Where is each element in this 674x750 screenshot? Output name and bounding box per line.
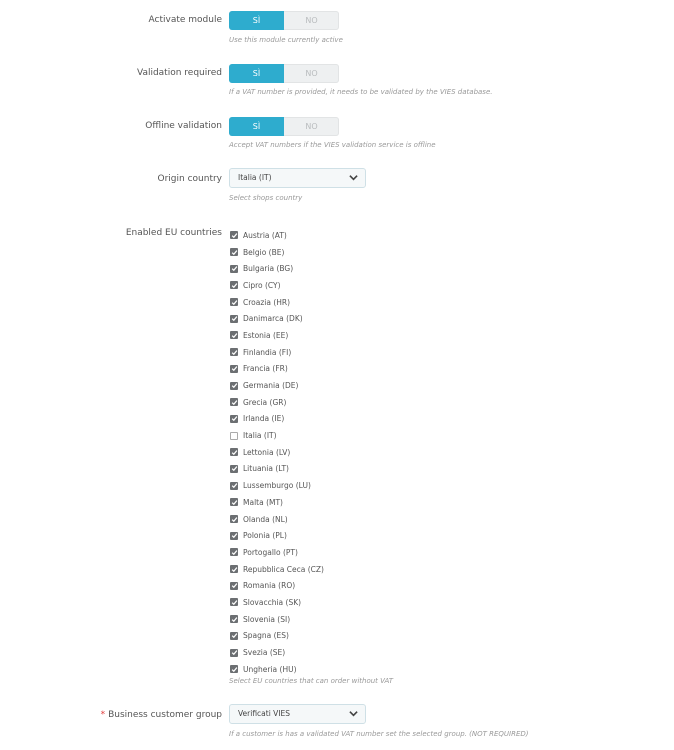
country-checkbox-item[interactable] <box>230 511 324 528</box>
checkbox-checked-icon[interactable] <box>230 515 238 523</box>
checkbox-unchecked-icon[interactable] <box>230 432 238 440</box>
activate-module-toggle[interactable] <box>229 11 339 30</box>
country-checkbox-item[interactable] <box>230 294 324 311</box>
checkbox-checked-icon[interactable] <box>230 248 238 256</box>
country-label: Belgio (BE) <box>243 247 285 257</box>
origin-country-select[interactable] <box>229 168 366 188</box>
offline-validation-help: Accept VAT numbers if the VIES validation service is offline <box>229 141 436 149</box>
country-label: Spagna (ES) <box>243 631 289 641</box>
country-label: Lettonia (LV) <box>243 447 291 457</box>
country-label: Finlandia (FI) <box>243 347 292 357</box>
offline-validation-yes[interactable]: SÌ <box>229 117 284 136</box>
country-checkbox-item[interactable] <box>230 594 324 611</box>
country-checkbox-item[interactable] <box>230 644 324 661</box>
activate-module-yes[interactable]: SÌ <box>229 11 284 30</box>
checkbox-checked-icon[interactable] <box>230 532 238 540</box>
country-label: Austria (AT) <box>243 230 287 240</box>
country-label: Lituania (LT) <box>243 464 289 474</box>
country-checkbox-item[interactable] <box>230 260 324 277</box>
checkbox-checked-icon[interactable] <box>230 398 238 406</box>
checkbox-checked-icon[interactable] <box>230 315 238 323</box>
country-checkbox-item[interactable] <box>230 310 324 327</box>
checkbox-checked-icon[interactable] <box>230 665 238 673</box>
country-label: Slovacchia (SK) <box>243 597 302 607</box>
country-checkbox-item[interactable] <box>230 628 324 645</box>
country-checkbox-item[interactable] <box>230 361 324 378</box>
activate-module-help: Use this module currently active <box>229 36 343 44</box>
offline-validation-toggle[interactable] <box>229 117 339 136</box>
country-checkbox-item[interactable] <box>230 661 324 678</box>
checkbox-checked-icon[interactable] <box>230 448 238 456</box>
checkbox-checked-icon[interactable] <box>230 482 238 490</box>
origin-country-label: Origin country <box>157 174 222 184</box>
required-marker: * <box>100 710 106 720</box>
country-label: Repubblica Ceca (CZ) <box>243 564 324 574</box>
checkbox-checked-icon[interactable] <box>230 415 238 423</box>
business-customer-group-label-text: Business customer group <box>108 710 222 720</box>
eu-countries-checkbox-list <box>230 227 324 678</box>
validation-required-yes[interactable]: SÌ <box>229 64 284 83</box>
checkbox-checked-icon[interactable] <box>230 548 238 556</box>
country-label: Romania (RO) <box>243 581 296 591</box>
checkbox-checked-icon[interactable] <box>230 281 238 289</box>
country-checkbox-item[interactable] <box>230 561 324 578</box>
country-checkbox-item[interactable] <box>230 527 324 544</box>
country-label: Danimarca (DK) <box>243 314 303 324</box>
checkbox-checked-icon[interactable] <box>230 632 238 640</box>
business-customer-group-select[interactable] <box>229 704 366 724</box>
country-label: Croazia (HR) <box>243 297 291 307</box>
country-label: Malta (MT) <box>243 497 283 507</box>
country-checkbox-item[interactable] <box>230 411 324 428</box>
checkbox-checked-icon[interactable] <box>230 348 238 356</box>
country-checkbox-item[interactable] <box>230 494 324 511</box>
country-label: Bulgaria (BG) <box>243 264 294 274</box>
country-checkbox-item[interactable] <box>230 327 324 344</box>
checkbox-checked-icon[interactable] <box>230 365 238 373</box>
country-checkbox-item[interactable] <box>230 244 324 261</box>
country-label: Francia (FR) <box>243 364 288 374</box>
country-label: Estonia (EE) <box>243 330 289 340</box>
offline-validation-label: Offline validation <box>145 121 222 131</box>
checkbox-checked-icon[interactable] <box>230 382 238 390</box>
validation-required-help: If a VAT number is provided, it needs to be validated by the VIES database. <box>229 88 493 96</box>
checkbox-checked-icon[interactable] <box>230 582 238 590</box>
enabled-eu-countries-label: Enabled EU countries <box>125 228 222 238</box>
country-checkbox-item[interactable] <box>230 461 324 478</box>
chevron-down-icon <box>349 174 358 181</box>
country-label: Polonia (PL) <box>243 531 287 541</box>
country-checkbox-item[interactable] <box>230 477 324 494</box>
country-checkbox-item[interactable] <box>230 344 324 361</box>
activate-module-label: Activate module <box>148 15 222 25</box>
country-checkbox-item[interactable] <box>230 227 324 244</box>
country-checkbox-item[interactable] <box>230 544 324 561</box>
checkbox-checked-icon[interactable] <box>230 465 238 473</box>
chevron-down-icon <box>349 710 358 717</box>
country-label: Ungheria (HU) <box>243 664 297 674</box>
business-customer-group-label <box>101 710 222 720</box>
checkbox-checked-icon[interactable] <box>230 265 238 273</box>
country-label: Cipro (CY) <box>243 280 281 290</box>
country-label: Svezia (SE) <box>243 648 286 658</box>
validation-required-toggle[interactable] <box>229 64 339 83</box>
checkbox-checked-icon[interactable] <box>230 298 238 306</box>
country-label: Italia (IT) <box>243 431 277 441</box>
checkbox-checked-icon[interactable] <box>230 231 238 239</box>
enabled-eu-countries-help: Select EU countries that can order without VAT <box>229 677 394 685</box>
origin-country-value: Italia (IT) <box>238 173 272 182</box>
country-checkbox-item[interactable] <box>230 611 324 628</box>
checkbox-checked-icon[interactable] <box>230 615 238 623</box>
country-label: Slovenia (SI) <box>243 614 291 624</box>
activate-module-no[interactable]: NO <box>305 16 318 25</box>
country-label: Lussemburgo (LU) <box>243 481 311 491</box>
country-checkbox-item[interactable] <box>230 277 324 294</box>
country-label: Germania (DE) <box>243 381 299 391</box>
checkbox-checked-icon[interactable] <box>230 331 238 339</box>
country-label: Irlanda (IE) <box>243 414 285 424</box>
origin-country-help: Select shops country <box>229 194 303 202</box>
business-customer-group-value: Verificati VIES <box>238 709 291 718</box>
checkbox-checked-icon[interactable] <box>230 565 238 573</box>
business-customer-group-help: If a customer is has a validated VAT number set the selected group. (NOT REQUIRED) <box>229 730 529 738</box>
country-label: Grecia (GR) <box>243 397 287 407</box>
validation-required-no[interactable]: NO <box>305 69 318 78</box>
country-label: Portogallo (PT) <box>243 547 298 557</box>
checkbox-checked-icon[interactable] <box>230 598 238 606</box>
country-checkbox-item[interactable] <box>230 577 324 594</box>
validation-required-label: Validation required <box>136 68 222 78</box>
country-checkbox-item[interactable] <box>230 444 324 461</box>
country-checkbox-item[interactable] <box>230 377 324 394</box>
checkbox-checked-icon[interactable] <box>230 649 238 657</box>
checkbox-checked-icon[interactable] <box>230 498 238 506</box>
country-label: Olanda (NL) <box>243 514 288 524</box>
offline-validation-no[interactable]: NO <box>305 122 318 131</box>
country-checkbox-item[interactable] <box>230 427 324 444</box>
country-checkbox-item[interactable] <box>230 394 324 411</box>
